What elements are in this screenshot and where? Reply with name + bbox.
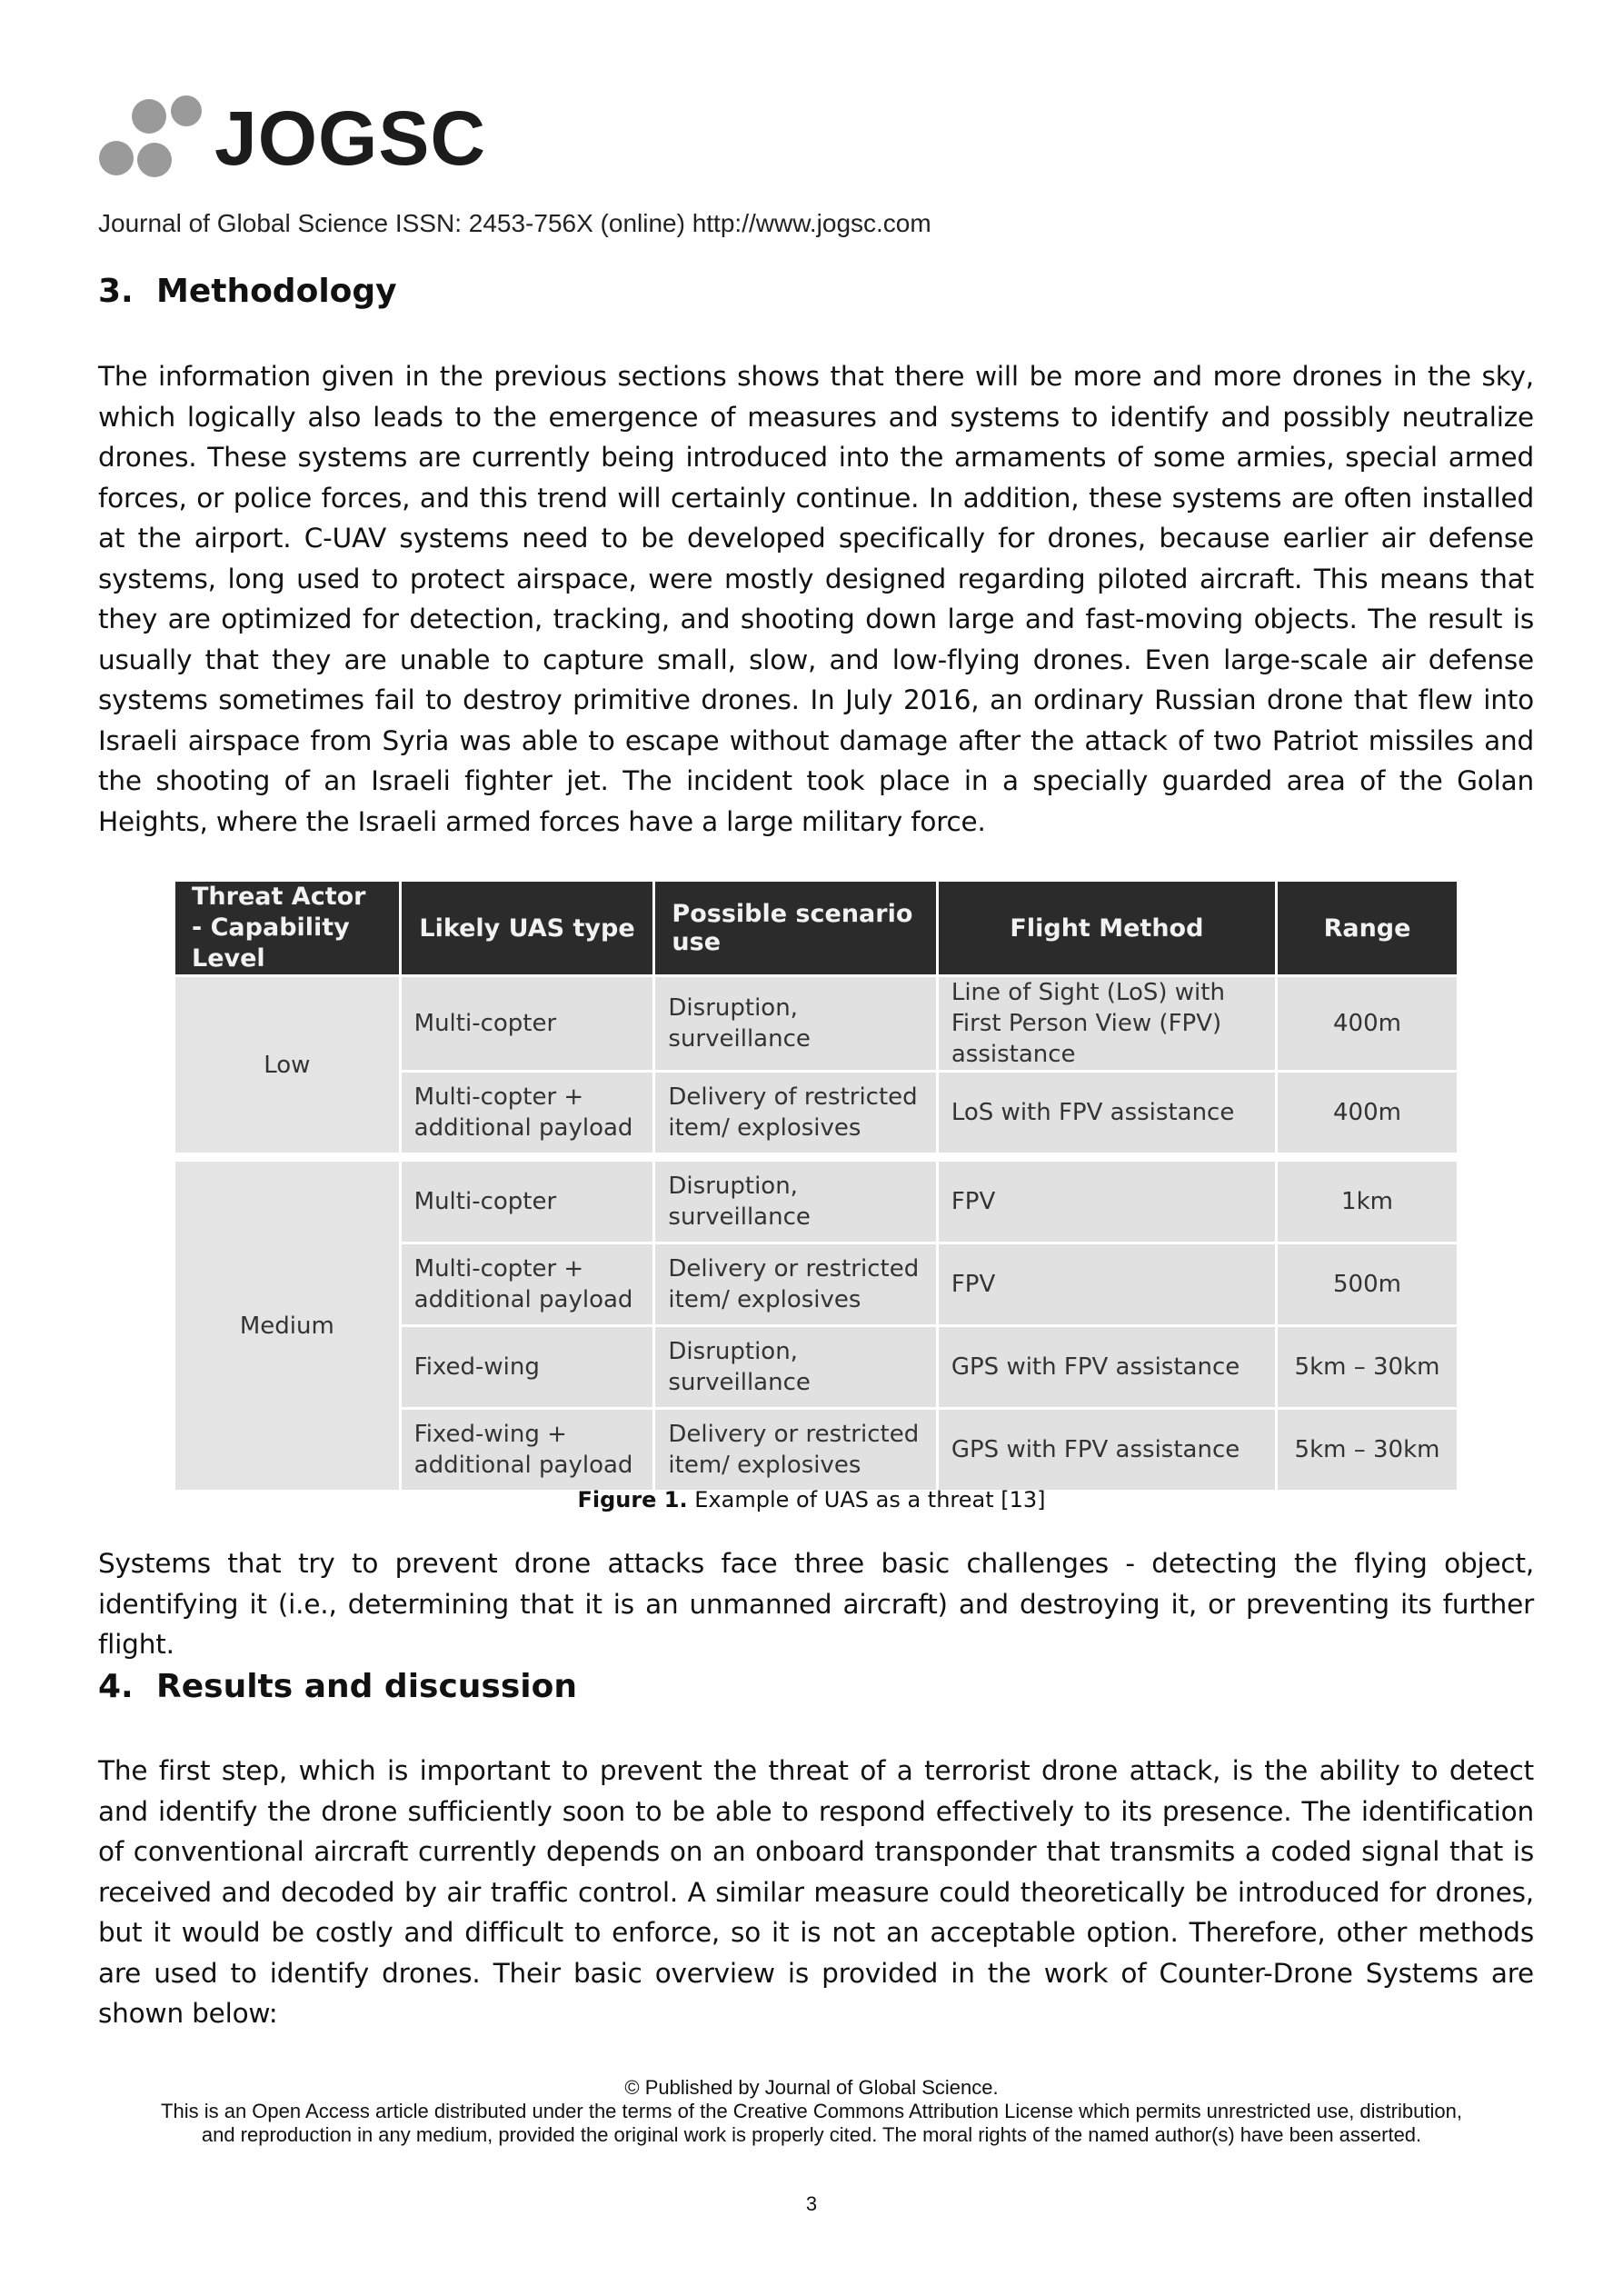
range-cell: 500m [1278,1244,1457,1324]
flight-method-cell: FPV [939,1162,1275,1242]
header-flight-method: Flight Method [939,882,1275,974]
group-separator [175,1155,1457,1159]
journal-logo [98,95,516,181]
figure-1-table-image [175,882,1457,1478]
uas-type-cell: Multi-copter + additional payload [402,1073,653,1153]
caption-label: Figure 1. [577,1487,688,1512]
scenario-cell: Delivery of restricted item/ explosives [655,1073,935,1153]
scenario-cell: Disruption, surveillance [655,1162,935,1242]
caption-text: Example of UAS as a threat [13] [694,1487,1046,1512]
range-cell: 1km [1278,1162,1457,1242]
uas-type-cell: Multi-copter [402,1162,653,1242]
section-title: Results and discussion [156,1668,577,1705]
scenario-cell: Delivery or restricted item/ explosives [655,1410,935,1490]
results-paragraph: The first step, which is important to prevent the threat of a terrorist drone attack, is the ability to detect and identify the drone sufficiently soon to be able to respond effectively to its presence. The identification of conventional aircraft currently depends on an onboard transponder that transmits a coded signal that is received and decoded by air traffic control. A similar measure could theoretically be introduced for drones, but it would be costly and difficult to enforce, so it is not an acceptable option. Therefore, other methods are used to identify drones. Their basic overview is provided in the work of Counter-Drone Systems are shown below: [98,1755,1534,2029]
uas-type-cell: Fixed-wing + additional payload [402,1410,653,1490]
range-cell: 5km – 30km [1278,1327,1457,1407]
flight-method-cell: FPV [939,1244,1275,1324]
methodology-paragraph: The information given in the previous sections shows that there will be more and more drones in the sky, which logically also leads to the emergence of measures and systems to identify and possibly neutralize drones. These systems are currently being introduced into the armaments of some armies, special armed forces, or police forces, and this trend will certainly continue. In addition, these systems are often installed at the airport. C-UAV systems need to be developed specifically for drones, because earlier air defense systems, long used to protect airspace, were mostly designed regarding piloted aircraft. This means that they are optimized for detection, tracking, and shooting down large and fast-moving objects. The result is usually that they are unable to capture small, slow, and low-flying drones. Even large-scale air defense systems sometimes fail to destroy primitive drones. In July 2016, an ordinary Russian drone that flew into Israeli airspace from Syria was able to escape without damage after the attack of two Patriot missiles and the shooting of an Israeli fighter jet. The incident took place in a specially guarded area of the Golan Heights, where the Israeli armed forces have a large military force. [98,361,1534,837]
section-number: 3. [98,273,134,310]
header-scenario: Possible scenario use [655,882,935,974]
header-actor: Threat Actor - Capability Level [175,882,399,974]
section-number: 4. [98,1668,134,1705]
header-range: Range [1278,882,1457,974]
flight-method-cell: GPS with FPV assistance [939,1410,1275,1490]
section-4-heading [98,1668,577,1705]
footer-license-line: This is an Open Access article distributed under the terms of the Creative Commons Attribution License which permits unrestricted use, distribution, [161,2100,1462,2122]
scenario-cell: Delivery or restricted item/ explosives [655,1244,935,1324]
logo-dots-icon [98,95,205,178]
uas-type-cell: Fixed-wing [402,1327,653,1407]
header-uas-type: Likely UAS type [402,882,653,974]
flight-method-cell: Line of Sight (LoS) with First Person View (FPV) assistance [939,977,1275,1070]
flight-method-cell: LoS with FPV assistance [939,1073,1275,1153]
uas-threat-table [173,879,1459,1492]
scenario-cell: Disruption, surveillance [655,977,935,1070]
actor-level-cell: Medium [175,1162,399,1490]
table-header-row [175,882,1457,974]
range-cell: 5km – 30km [1278,1410,1457,1490]
journal-issn-line: Journal of Global Science ISSN: 2453-756X (online) http://www.jogsc.com [98,209,931,237]
uas-type-cell: Multi-copter [402,977,653,1070]
page-number: 3 [805,2192,818,2215]
range-cell: 400m [1278,1073,1457,1153]
range-cell: 400m [1278,977,1457,1070]
table-row [175,1162,1457,1242]
uas-type-cell: Multi-copter + additional payload [402,1244,653,1324]
table-row [175,977,1457,1070]
footer-rights-line: and reproduction in any medium, provided the original work is properly cited. The moral rights of the named author(s) have been asserted. [201,2123,1422,2146]
scenario-cell: Disruption, surveillance [655,1327,935,1407]
figure-1-caption [0,1487,1623,1512]
actor-level-cell: Low [175,977,399,1153]
challenges-paragraph: Systems that try to prevent drone attacks face three basic challenges - detecting the flying object, identifying it (i.e., determining that it is an unmanned aircraft) and destroying it, or preventing its further flight. [98,1548,1534,1660]
section-title: Methodology [156,273,397,310]
section-3-heading [98,273,397,310]
flight-method-cell: GPS with FPV assistance [939,1327,1275,1407]
footer-published-line: © Published by Journal of Global Science. [624,2076,999,2099]
logo-wordmark: JOGSC [214,95,487,181]
license-footer [91,2076,1532,2147]
